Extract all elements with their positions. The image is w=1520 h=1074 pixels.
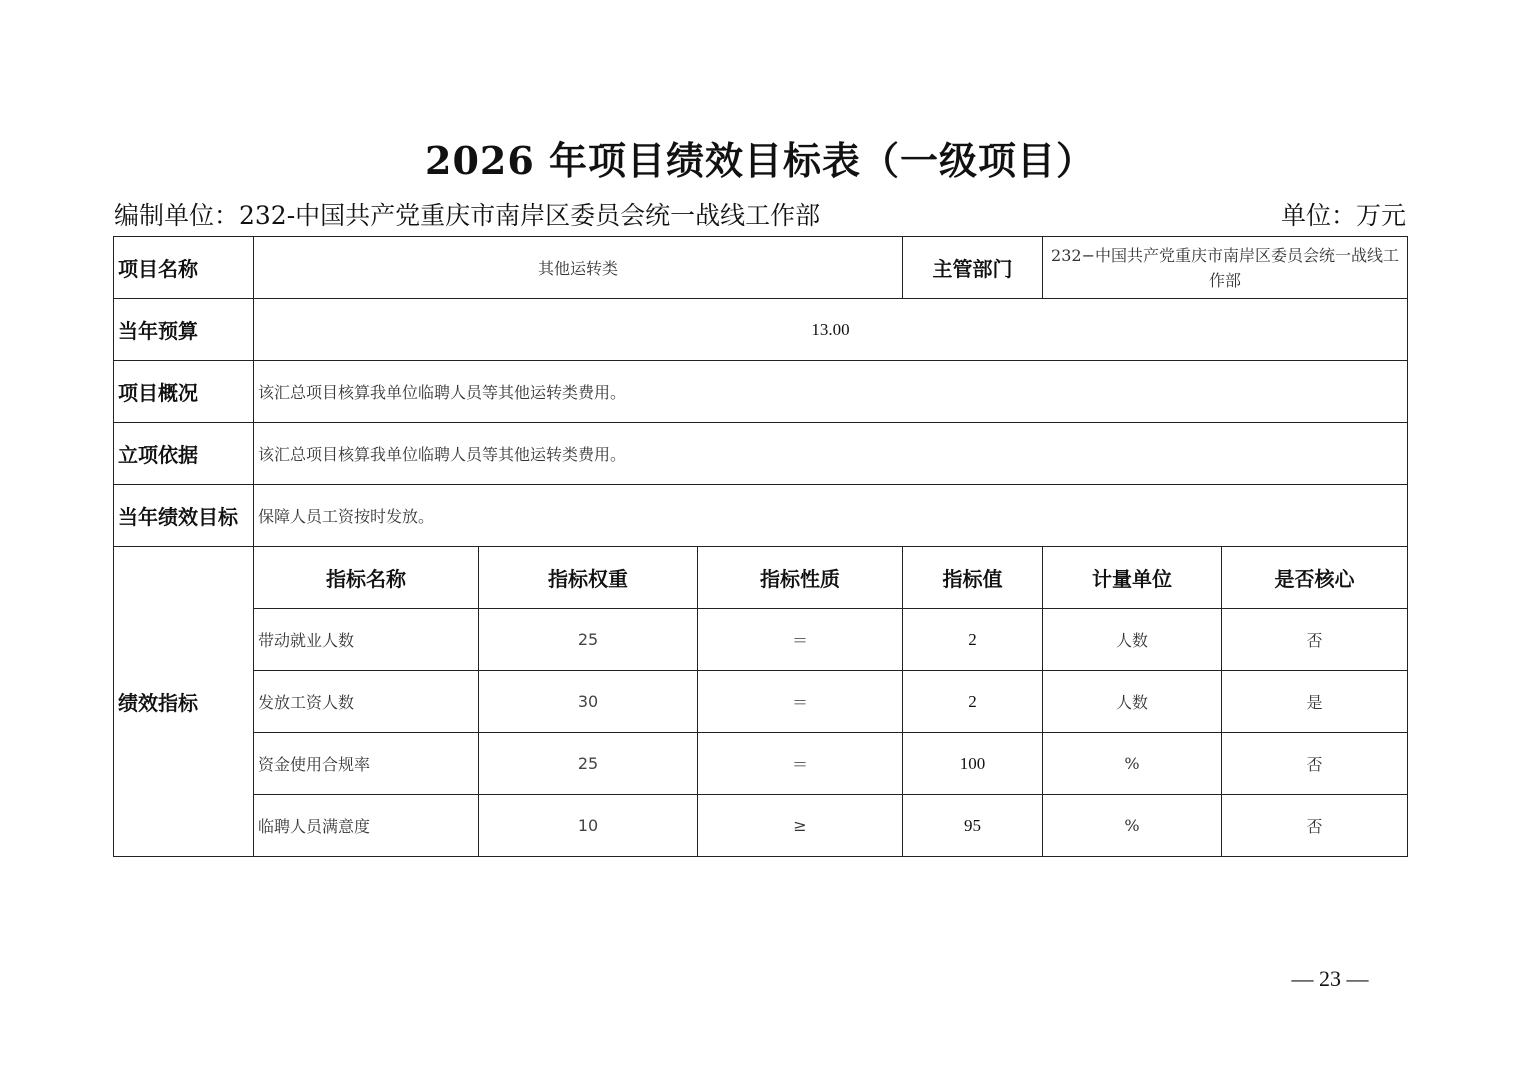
row-project-name [114,237,1408,299]
indicator-nature: ＝ [698,733,903,795]
col-header: 是否核心 [1222,547,1408,609]
indicator-weight: 25 [479,733,698,795]
row-goal [114,485,1408,547]
indicator-core: 否 [1222,795,1408,857]
indicator-value: 100 [903,733,1043,795]
performance-table [113,236,1408,857]
indicator-core: 是 [1222,671,1408,733]
budget-label: 当年预算 [114,299,254,361]
table-row [114,609,1408,671]
col-header: 指标性质 [698,547,903,609]
project-name-label: 项目名称 [114,237,254,299]
col-header: 计量单位 [1043,547,1222,609]
indicator-nature: ≥ [698,795,903,857]
indicator-nature: ＝ [698,671,903,733]
dept-value: 232−中国共产党重庆市南岸区委员会统一战线工作部 [1043,237,1408,299]
col-header: 指标名称 [254,547,479,609]
indicator-value: 95 [903,795,1043,857]
indicator-name: 资金使用合规率 [254,733,479,795]
org-label: 编制单位：232-中国共产党重庆市南岸区委员会统一战线工作部 [114,201,821,230]
indicator-header-row [114,547,1408,609]
indicator-unit: 人数 [1043,609,1222,671]
basis-value: 该汇总项目核算我单位临聘人员等其他运转类费用。 [254,423,1408,485]
page-title: 2026 年项目绩效目标表（一级项目） [425,138,1095,183]
indicator-value: 2 [903,609,1043,671]
indicator-unit: % [1043,795,1222,857]
indicator-unit: % [1043,733,1222,795]
indicator-name: 发放工资人数 [254,671,479,733]
indicator-section-label: 绩效指标 [114,547,254,857]
table-row [114,671,1408,733]
col-header: 指标值 [903,547,1043,609]
budget-value: 13.00 [254,299,1408,361]
table-row [114,795,1408,857]
indicator-unit: 人数 [1043,671,1222,733]
indicator-name: 带动就业人数 [254,609,479,671]
unit-label: 单位：万元 [1280,201,1406,230]
indicator-weight: 25 [479,609,698,671]
indicator-weight: 30 [479,671,698,733]
project-name-value: 其他运转类 [254,237,903,299]
dept-label: 主管部门 [903,237,1043,299]
page-number: — 23 — [1291,966,1369,991]
row-basis [114,423,1408,485]
row-overview [114,361,1408,423]
header-line [114,196,1406,234]
overview-value: 该汇总项目核算我单位临聘人员等其他运转类费用。 [254,361,1408,423]
indicator-weight: 10 [479,795,698,857]
overview-label: 项目概况 [114,361,254,423]
basis-label: 立项依据 [114,423,254,485]
row-budget [114,299,1408,361]
indicator-core: 否 [1222,733,1408,795]
indicator-value: 2 [903,671,1043,733]
indicator-name: 临聘人员满意度 [254,795,479,857]
table-row [114,733,1408,795]
col-header: 指标权重 [479,547,698,609]
indicator-nature: ＝ [698,609,903,671]
goal-value: 保障人员工资按时发放。 [254,485,1408,547]
goal-label: 当年绩效目标 [114,485,254,547]
indicator-core: 否 [1222,609,1408,671]
